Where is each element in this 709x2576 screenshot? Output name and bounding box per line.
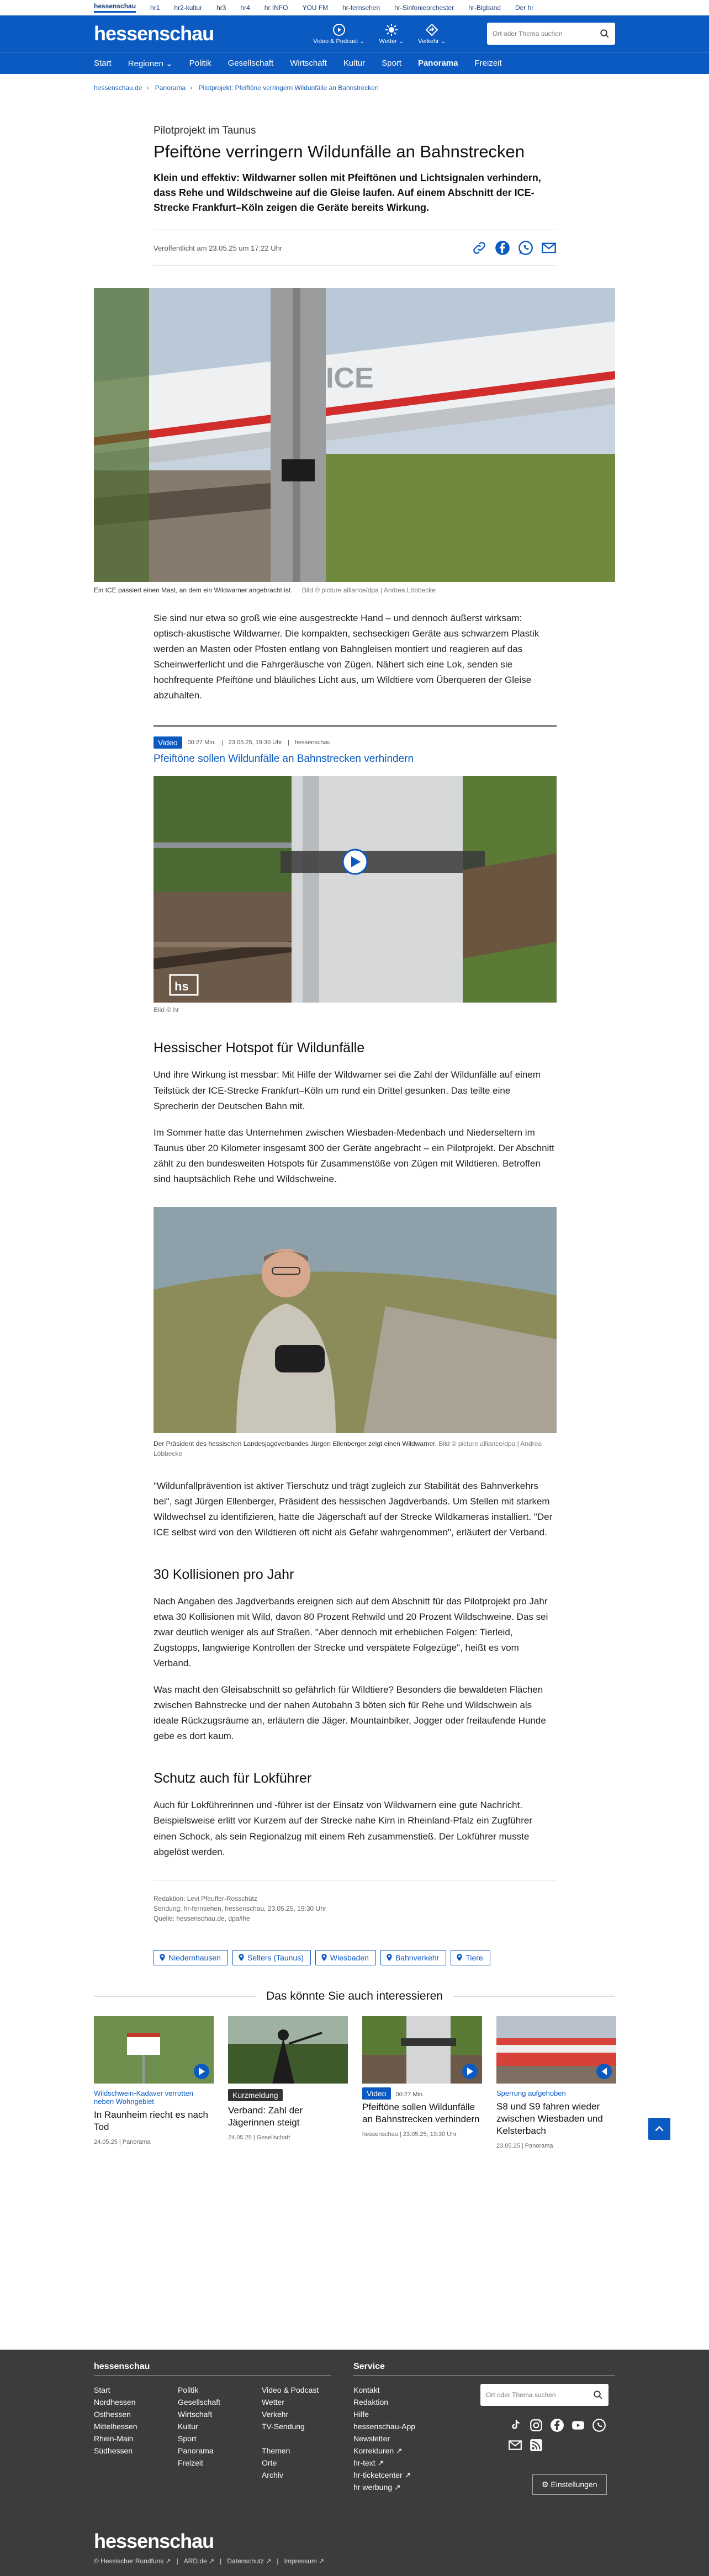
footer-link[interactable]: Kultur: [178, 2422, 198, 2431]
email-icon[interactable]: [541, 240, 557, 256]
card-meta: 24.05.25 | Panorama: [94, 2138, 151, 2145]
nav-item[interactable]: Sport: [382, 59, 401, 68]
paragraph: Auch für Lokführerinnen und -führer ist der Einsatz von Wildwarnern eine gute Nachricht. Beispielsweise erlitt vor Kurzem auf der Strecke nahe Kirn in Rheinland-Pfalz ein Zugführer einen Schock, als sein Regionalzug mit einem Reh zusammenstieß. Der Lokführer musste abgelöst werden.: [154, 1800, 532, 1857]
video-source: hessenschau: [294, 739, 331, 746]
card-image: [94, 2016, 214, 2084]
traffic-link[interactable]: [418, 23, 446, 45]
portrait-caption-text: Der Präsident des hessischen Landesjagdverbandes Jürgen Ellenberger zeigt einen Wildwarner.: [154, 1439, 437, 1448]
card-title: S8 und S9 fahren wieder zwischen Wiesbaden und Kelsterbach: [496, 2101, 603, 2136]
footer-link[interactable]: Verkehr: [262, 2410, 289, 2419]
footer-link[interactable]: Freizeit: [178, 2458, 203, 2467]
footer-link[interactable]: Video & Podcast: [262, 2386, 319, 2394]
network-link[interactable]: Der hr: [515, 3, 534, 12]
footer-link[interactable]: Orte: [262, 2458, 277, 2467]
footnote-editor: Redaktion: Levi Pfeuffer-Rosschütz: [154, 1894, 257, 1902]
legal-link[interactable]: Datenschutz ↗: [227, 2557, 272, 2565]
hero-image: [94, 288, 615, 582]
footnote-source: Quelle: hessenschau.de, dpa/lhe: [154, 1914, 250, 1922]
card-image: [496, 2016, 616, 2084]
meta-separator: |: [221, 739, 223, 746]
network-bar: [0, 0, 709, 15]
footer-link[interactable]: Südhessen: [94, 2446, 133, 2455]
article-meta: [154, 230, 557, 266]
card-kicker: Sperrung aufgehoben: [496, 2089, 566, 2097]
video-meta: [154, 736, 557, 749]
link-icon[interactable]: [472, 240, 487, 256]
breadcrumb: [0, 74, 709, 102]
paragraph: Sie sind nur etwa so groß wie eine ausgestreckte Hand – und dennoch äußerst wirksam: optisch-akustische Wildwarner. Die kompakten, sechseckigen Geräte aus schwarzem Plastik werden an Masten oder Pfosten entlang von Bahngleisen montiert und reagieren auf das Scheinwerferlicht und die Fahrgeräusche von Zügen. Nähert sich eine Lok, senden sie hochfrequente Pfeiftöne und bläuliches Licht aus, um Wildtiere vom Überqueren der Gleise abzuhalten.: [154, 613, 539, 701]
article-title: Pfeiftöne verringern Wildunfälle an Bahnstrecken: [154, 142, 525, 161]
footer-link[interactable]: Themen: [262, 2446, 290, 2455]
footer-link[interactable]: hr werbung ↗: [353, 2483, 401, 2492]
youtube-icon[interactable]: [571, 2418, 585, 2432]
footer-link[interactable]: Gesellschaft: [178, 2398, 221, 2407]
publish-date: Veröffentlicht am 23.05.25 um 17:22 Uhr: [154, 243, 283, 252]
facebook-icon[interactable]: [550, 2418, 564, 2432]
footer-link[interactable]: Wirtschaft: [178, 2410, 213, 2419]
related-cards: [94, 2016, 615, 2149]
network-link[interactable]: hr2-kultur: [174, 3, 203, 12]
site-logo[interactable]: hessenschau: [94, 22, 214, 45]
nav-item[interactable]: Start: [94, 59, 112, 68]
footer-link[interactable]: Newsletter: [353, 2434, 390, 2443]
footer-link[interactable]: Sport: [178, 2434, 197, 2443]
rss-icon[interactable]: [529, 2438, 543, 2452]
portrait-image: [154, 1207, 557, 1433]
video-podcast-label: Video & Podcast ⌄: [313, 38, 365, 45]
location-pin-icon: [321, 1954, 327, 1961]
legal-link[interactable]: ARD.de ↗: [183, 2557, 215, 2565]
weather-icon: [385, 23, 398, 36]
facebook-icon[interactable]: [495, 240, 510, 256]
header-shortcuts: [313, 23, 446, 45]
search-placeholder: Ort oder Thema suchen: [486, 2391, 556, 2399]
video-podcast-link[interactable]: [313, 23, 364, 45]
network-link[interactable]: hessenschau: [94, 2, 136, 13]
card-image: [228, 2016, 348, 2084]
tag-label: Wiesbaden: [330, 1953, 369, 1962]
footer-link[interactable]: TV-Sendung: [262, 2422, 305, 2431]
article-header: [154, 125, 557, 266]
card-badge: Kurzmeldung: [228, 2089, 283, 2101]
video-badge: Video: [154, 736, 182, 749]
tag-label: Niedernhausen: [168, 1953, 221, 1962]
search-icon[interactable]: [593, 2390, 603, 2400]
paragraph: Nach Angaben des Jagdverbands ereignen sich auf dem Abschnitt für das Pilotprojekt pro Jahr etwa 30 Kollisionen mit Wild, davon 80 Prozent Rehwild und 20 Prozent Wildschweine. Das sei zwar deutlich weniger als auf Straßen. "Aber dennoch mit erheblichen Folgen: Tierleid, Zugstopps, langwierige Kontrollen der Strecke und verspätete Folgezüge", heißt es vom Verband.: [154, 1596, 548, 1669]
article-footnote: [154, 1880, 557, 1923]
nav-item[interactable]: Gesellschaft: [227, 59, 274, 68]
card-title: Verband: Zahl der Jägerinnen steigt: [228, 2105, 303, 2128]
footer-title: hessenschau: [94, 2362, 150, 2371]
divider: [353, 2375, 615, 2376]
instagram-icon[interactable]: [529, 2418, 543, 2432]
paragraph: "Wildunfallprävention ist aktiver Tierschutz und trägt zugleich zur Stabilität des Bahnverkehrs bei", sagt Jürgen Ellenberger, Präsident des hessischen Jagdverbands. Um Stellen mit starkem Wildwechsel zu identifizieren, hatte die Jägerschaft auf der Strecke Wildkameras installiert. "Der ICE selbst wird von den Wildtieren oft nicht als Gefahr wahrgenommen", erläutert der Verband.: [154, 1480, 553, 1538]
tag-label: Bahnverkehr: [395, 1953, 440, 1962]
search-placeholder: Ort oder Thema suchen: [493, 30, 563, 38]
nav-item[interactable]: Wirtschaft: [290, 59, 327, 68]
legal-separator: |: [176, 2557, 178, 2565]
network-link[interactable]: hr-Sinfonieorchester: [394, 3, 454, 12]
video-teaser[interactable]: [154, 725, 557, 1014]
footer-link[interactable]: Panorama: [178, 2446, 214, 2455]
share-bar: [472, 240, 557, 256]
footer-link[interactable]: Mittelhessen: [94, 2422, 137, 2431]
main-nav: [0, 52, 709, 74]
divider: [94, 2375, 331, 2376]
tiktok-icon[interactable]: [508, 2418, 522, 2432]
svg-text:ICE: ICE: [326, 362, 374, 395]
weather-link[interactable]: [379, 23, 404, 45]
nav-item[interactable]: Politik: [189, 59, 211, 68]
tag-chip[interactable]: [451, 1950, 490, 1965]
network-link[interactable]: hr4: [240, 3, 250, 12]
card-badge-row: [362, 2089, 482, 2098]
footer-col-media: [262, 2384, 319, 2481]
traffic-icon: [425, 23, 438, 36]
footer-link[interactable]: Kontakt: [353, 2386, 380, 2394]
related-section: [94, 1990, 615, 2149]
tag-chip[interactable]: [154, 1950, 228, 1965]
card-title: Pfeiftöne sollen Wildunfälle an Bahnstrecken verhindern: [362, 2101, 480, 2124]
nav-item[interactable]: Freizeit: [474, 59, 502, 68]
nav-item[interactable]: Kultur: [343, 59, 366, 68]
footer-search-input[interactable]: [480, 2384, 609, 2406]
social-links: [508, 2418, 606, 2432]
card-badge: Video: [362, 2087, 391, 2100]
related-heading-row: [94, 1990, 615, 2003]
hero-credit: Bild © picture alliance/dpa | Andrea Löbbecke: [301, 586, 436, 595]
section-heading: Schutz auch für Lokführer: [154, 1771, 312, 1787]
nav-item[interactable]: Regionen ⌄: [128, 59, 173, 68]
hero-caption-text: Ein ICE passiert einen Mast, an dem ein Wildwarner angebracht ist.: [94, 586, 293, 595]
footer-link[interactable]: Rhein-Main: [94, 2434, 134, 2443]
tag-label: Tiere: [465, 1953, 483, 1962]
card-meta: 23.05.25 | Panorama: [496, 2142, 553, 2149]
tag-list: [154, 1950, 709, 1965]
legal-link[interactable]: Impressum ↗: [284, 2557, 325, 2565]
related-card[interactable]: [94, 2016, 214, 2149]
card-meta: 24.05.25 | Gesellschaft: [228, 2134, 290, 2141]
email-icon[interactable]: [508, 2438, 522, 2452]
arrow-up-icon: [654, 2123, 665, 2134]
hero-caption: [94, 586, 615, 594]
svg-text:hs: hs: [174, 979, 189, 994]
footnote-broadcast: Sendung: hr-fernsehen, hessenschau, 23.05.25, 19:30 Uhr: [154, 1904, 326, 1912]
footer-logo[interactable]: hessenschau: [94, 2530, 214, 2552]
network-link[interactable]: hr3: [216, 3, 226, 12]
video-player[interactable]: [154, 776, 557, 1003]
footer-col-service: [353, 2384, 415, 2493]
portrait-credit: Bild © picture alliance/dpa | Andrea Löbbecke: [154, 1439, 542, 1457]
card-duration: 00:27 Min.: [395, 2091, 424, 2098]
video-credit: Bild © hr: [154, 1006, 179, 1014]
footer-col-regions: [94, 2384, 137, 2457]
article-body: [154, 611, 557, 1923]
breadcrumb-separator: ›: [190, 84, 193, 92]
related-card[interactable]: [362, 2016, 482, 2149]
footer-link[interactable]: Korrekturen ↗: [353, 2446, 403, 2455]
footer-service-title: Service: [353, 2362, 385, 2371]
breadcrumb-home[interactable]: hessenschau.de: [94, 84, 142, 92]
traffic-label: Verkehr ⌄: [418, 38, 446, 45]
footer-link[interactable]: Politik: [178, 2386, 199, 2394]
footer-link[interactable]: hr-text ↗: [353, 2458, 384, 2467]
meta-separator: |: [288, 739, 289, 746]
section-heading: 30 Kollisionen pro Jahr: [154, 1566, 294, 1582]
article-teaser: Klein und effektiv: Wildwarner sollen mit Pfeiftönen und Lichtsignalen verhindern, dass Rehe und Wildschweine auf die Gleise laufen. Auf einem Abschnitt der ICE-Strecke Frankfurt–Köln zeigen die Geräte bereits Wirkung.: [154, 172, 541, 214]
play-icon: [332, 23, 346, 36]
footer-link[interactable]: Wetter: [262, 2398, 284, 2407]
footer-link[interactable]: Hilfe: [353, 2410, 369, 2419]
footer-col-sections: [178, 2384, 220, 2469]
tag-chip[interactable]: [380, 1950, 446, 1965]
breadcrumb-current[interactable]: Pilotprojekt: Pfeiftöne verringern Wildunfälle an Bahnstrecken: [198, 84, 379, 92]
location-pin-icon: [160, 1954, 165, 1961]
network-link[interactable]: hr INFO: [264, 3, 288, 12]
settings-button[interactable]: ⚙ Einstellungen: [532, 2474, 607, 2495]
video-date: 23.05.25, 19:30 Uhr: [228, 739, 283, 746]
footer-link[interactable]: hessenschau-App: [353, 2422, 416, 2431]
article-kicker: Pilotprojekt im Taunus: [154, 125, 256, 136]
footer-link[interactable]: hr-ticketcenter ↗: [353, 2471, 411, 2479]
location-pin-icon: [387, 1954, 392, 1961]
network-link[interactable]: YOU FM: [302, 3, 329, 12]
footer-link[interactable]: Osthessen: [94, 2410, 131, 2419]
network-link[interactable]: hr-fernsehen: [342, 3, 380, 12]
related-card[interactable]: [228, 2016, 348, 2149]
related-card[interactable]: [496, 2016, 616, 2149]
location-pin-icon: [239, 1954, 244, 1961]
tag-label: Selters (Taunus): [247, 1953, 304, 1962]
card-title: In Raunheim riecht es nach Tod: [94, 2109, 208, 2132]
footer-link[interactable]: Redaktion: [353, 2398, 389, 2407]
card-kicker: Wildschwein-Kadaver verrotten neben Wohngebiet: [94, 2089, 193, 2106]
legal-separator: |: [277, 2557, 279, 2565]
legal-separator: |: [220, 2557, 222, 2565]
tag-chip[interactable]: [232, 1950, 311, 1965]
paragraph: Was macht den Gleisabschnitt so gefährlich für Wildtiere? Besonders die bewaldeten Flächen zwischen Bahnstrecke und der nahen Autobahn 3 böten sich für Rehe und Wildschwein als ideale Rückzugsräume an, erläutern die Jäger. Mountainbiker, Jogger oder freilaufende Hunde gebe es dort kaum.: [154, 1684, 546, 1742]
section-heading: Hessischer Hotspot für Wildunfälle: [154, 1040, 365, 1056]
whatsapp-icon[interactable]: [518, 240, 533, 256]
network-link[interactable]: hr-Bigband: [468, 3, 501, 12]
related-heading: Das könnte Sie auch interessieren: [266, 1989, 443, 2002]
video-duration: 00:27 Min.: [187, 739, 216, 746]
portrait-caption: [154, 1439, 557, 1459]
weather-label: Wetter ⌄: [379, 38, 404, 45]
search-icon[interactable]: [600, 29, 610, 39]
breadcrumb-separator: ›: [146, 84, 149, 92]
card-meta: hessenschau | 23.05.25, 19:30 Uhr: [362, 2130, 457, 2138]
footer-link[interactable]: Archiv: [262, 2471, 283, 2479]
site-footer: [0, 2350, 709, 2576]
footer-link[interactable]: Start: [94, 2386, 110, 2394]
location-pin-icon: [457, 1954, 462, 1961]
nav-item[interactable]: Panorama: [417, 59, 458, 68]
video-title[interactable]: Pfeiftöne sollen Wildunfälle an Bahnstrecken verhindern: [154, 753, 414, 765]
legal-links: [94, 2557, 324, 2565]
header-search-input[interactable]: [487, 23, 615, 45]
tag-chip[interactable]: [315, 1950, 376, 1965]
social-links-row-2: [508, 2438, 543, 2452]
legal-link[interactable]: © Hessischer Rundfunk ↗: [94, 2557, 171, 2565]
breadcrumb-section[interactable]: Panorama: [155, 84, 186, 92]
card-image: [362, 2016, 482, 2084]
paragraph: Und ihre Wirkung ist messbar: Mit Hilfe der Wildwarner sei die Zahl der Wildunfälle auf einem Teilstück der ICE-Strecke Frankfurt–Köln um rund ein Drittel gesunken. Das teilte eine Sprecherin der Deutschen Bahn mit.: [154, 1069, 541, 1111]
footer-link[interactable]: Nordhessen: [94, 2398, 136, 2407]
network-link[interactable]: hr1: [150, 3, 160, 12]
site-header: [0, 15, 709, 52]
paragraph: Im Sommer hatte das Unternehmen zwischen Wiesbaden-Medenbach und Niederseltern im Taunus über 20 Kilometer insgesamt 300 der Geräte angebracht – ein Pilotprojekt. Der Abschnitt zählt zu den bundesweiten Hotspots für Zusammenstöße von Zügen mit Wildtieren. Betroffen sind hauptsächlich Rehe und Wildschweine.: [154, 1127, 554, 1184]
back-to-top-button[interactable]: [648, 2118, 670, 2140]
whatsapp-icon[interactable]: [592, 2418, 606, 2432]
